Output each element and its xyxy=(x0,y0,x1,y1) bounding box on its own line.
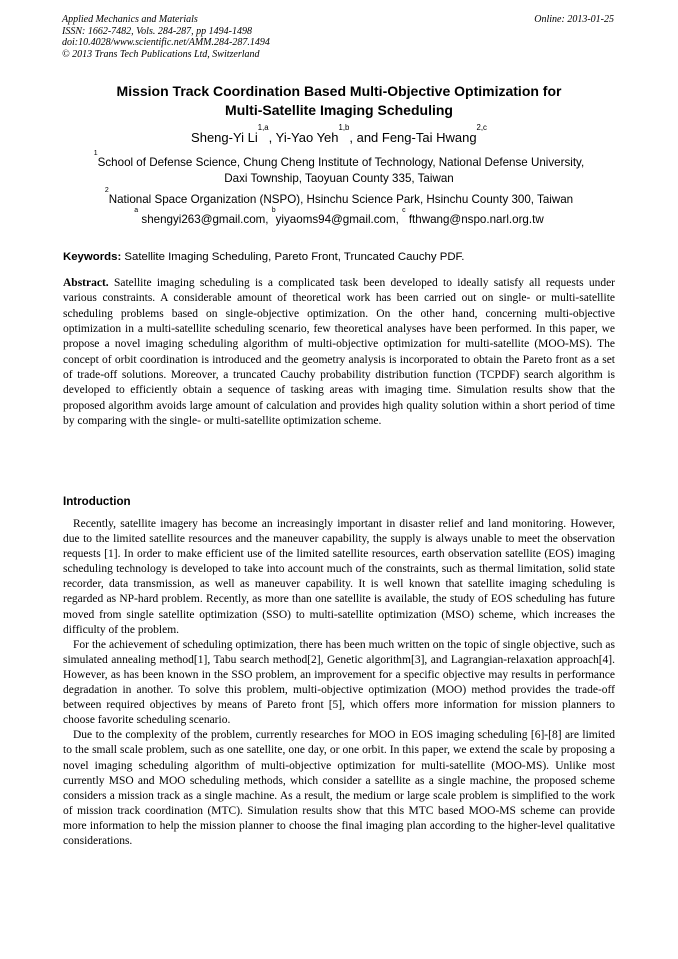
author-name: Sheng-Yi Li xyxy=(191,130,258,145)
paragraph: For the achievement of scheduling optimization, there has been much written on the topic of single objective, such as simulated annealing method[1], Tabu search method[2], Genetic algorithm[3], and Lagrangian-relaxation approach[4]. However, as has been known in the SSO problem, an improvement for a specific objective may results in performance degradation in another. To solve this problem, multi-objective optimization (MOO) method provides the trade-off between required objectives by means of Pareto front [5], which offers more information for mission planners to choose favorite scheduling scenario. xyxy=(63,638,615,727)
affiliation-1-line-2: Daxi Township, Taoyuan County 335, Taiwan xyxy=(224,172,454,185)
author-name: Feng-Tai Hwang xyxy=(381,130,477,145)
paragraph: Recently, satellite imagery has become an increasingly important in disaster relief and land monitoring. However, due to the limited satellite resources and the maneuver capability, the supply is always unable to meet the observation requests [1]. In order to make efficient use of the limited satellite resources, earth observation satellite (EOS) imaging scheduling technology is developed to take into account much of the constraints, such as thermal limitation, solid state recorder, data transmission, as well as maneuver capability. It is well known that satellite imaging scheduling is regarded as NP-hard problem. Recently, as more than one satellite is available, the study of EOS scheduling has future moved from single satellite optimization (SSO) to multi-satellite optimization (MSO) scheme, which increases the difficulty of the problem. xyxy=(63,518,615,636)
author-name: Yi-Yao Yeh xyxy=(275,130,339,145)
email-mark: b xyxy=(271,206,276,214)
email-a[interactable]: shengyi263@gmail.com, xyxy=(141,213,269,226)
keywords xyxy=(63,250,618,264)
keywords-text: Satellite Imaging Scheduling, Pareto Front, Truncated Cauchy PDF. xyxy=(124,251,465,263)
introduction-body xyxy=(63,517,615,849)
paragraph: Due to the complexity of the problem, currently researches for MOO in EOS imaging scheduling [6]-[8] are limited to the small scale problem, such as one satellite, one day, or one orbit. In this paper, we extend the scale by proposing a novel imaging scheduling algorithm of multi-objective optimization for multi-satellite (MOO-MS). Unlike most currently MSO and MOO scheduling methods, which consider a satellite as a single machine, the proposed scheme considers a mission track as a single machine. As a result, the medium or large scale problem is simplified to the work of mission track coordination (MTC). Simulation results show that this MTC based MOO-MS scheme can provide more information to help the mission planner to choose the final imaging plan according to the higher-level qualitative considerations. xyxy=(63,729,615,847)
affiliation-2 xyxy=(60,186,618,208)
affiliation-mark: 1 xyxy=(93,149,98,157)
affiliation-mark: 2 xyxy=(104,186,109,194)
author-affiliation-mark: 1,a xyxy=(257,123,269,133)
email-mark: a xyxy=(134,206,139,214)
introduction-heading: Introduction xyxy=(63,495,131,508)
author-affiliation-mark: 1,b xyxy=(338,123,350,133)
email-b[interactable]: yiyaoms94@gmail.com, xyxy=(275,213,399,226)
email-mark: c xyxy=(402,206,406,214)
email-c[interactable]: fthwang@nspo.narl.org.tw xyxy=(408,213,544,226)
journal-header xyxy=(62,14,270,60)
journal-name: Applied Mechanics and Materials xyxy=(62,14,198,25)
journal-copyright: © 2013 Trans Tech Publications Ltd, Switzerland xyxy=(62,48,260,60)
journal-issn: ISSN: 1662-7482, Vols. 284-287, pp 1494-1498 xyxy=(62,25,252,37)
affiliation-1-line-1: School of Defense Science, Chung Cheng Institute of Technology, National Defense University, xyxy=(97,156,585,169)
keywords-label: Keywords: xyxy=(63,251,122,263)
author-separator: , xyxy=(268,130,276,145)
abstract-label: Abstract. xyxy=(63,277,109,289)
online-date: Online: 2013-01-25 xyxy=(534,14,614,25)
author-emails xyxy=(60,206,618,228)
title-line-2: Multi-Satellite Imaging Scheduling xyxy=(225,102,453,118)
author-separator: , and xyxy=(349,130,382,145)
affiliation-1 xyxy=(60,149,618,187)
author-affiliation-mark: 2,c xyxy=(476,123,487,133)
abstract xyxy=(63,276,615,429)
affiliation-2-line-1: National Space Organization (NSPO), Hsinchu Science Park, Hsinchu County 300, Taiwan xyxy=(108,193,574,206)
author-list xyxy=(60,123,618,146)
paper-title xyxy=(60,82,618,120)
abstract-text: Satellite imaging scheduling is a complicated task been developed to ideally satisfy all requests under various constraints. A considerable amount of theoretical work has been carried out on single- or multi-satellite scheduling problems based on single-objective optimization. On the other hand, concerning multi-objective optimization in a multi-satellite scheduling scenario, few theoretical analyses have been performed. In this paper, we propose a novel imaging scheduling algorithm of multi-objective optimization for multi-satellite (MOO-MS). The concept of orbit coordination is introduced and the geometry analysis is incorporated to obtain the Pareto front as a set of trade-off solutions. Moreover, a truncated Cauchy probability distribution function (TCPDF) search algorithm is developed to efficiently obtain a sequence of tasking areas with imaging time. Simulation results show that the proposed algorithm avoids large amount of calculation and provides high quality solution within a short period of time by comparing with the single- or multi-satellite optimization scheme. xyxy=(63,277,616,428)
journal-doi: doi:10.4028/www.scientific.net/AMM.284-287.1494 xyxy=(62,37,270,49)
title-line-1: Mission Track Coordination Based Multi-Objective Optimization for xyxy=(116,83,562,99)
